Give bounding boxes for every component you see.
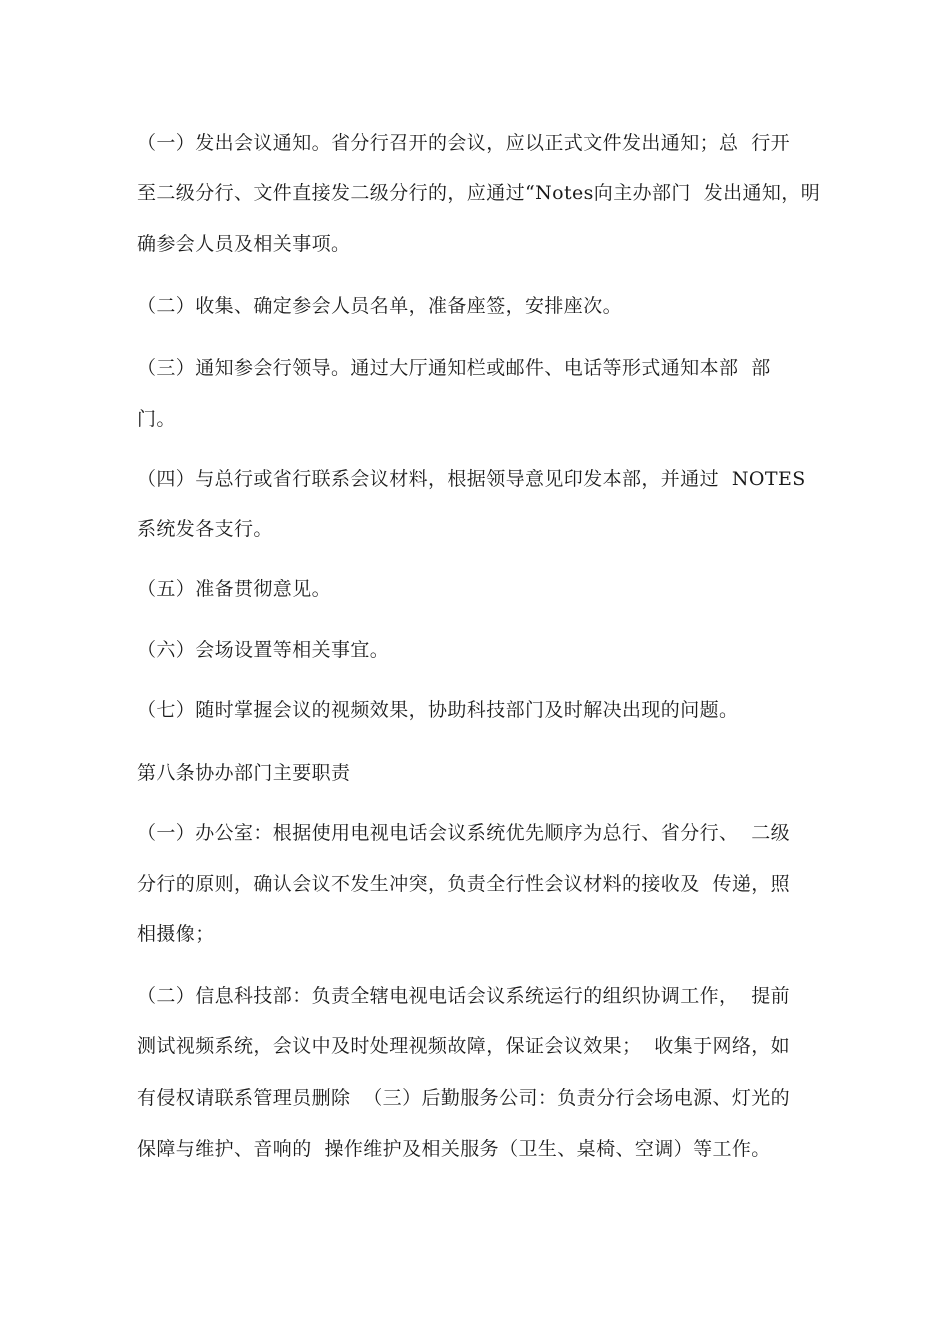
- text-line: 相摄像；: [137, 923, 215, 945]
- text-line: （一）发出会议通知。省分行召开的会议，应以正式文件发出通知；总 行开: [137, 132, 791, 154]
- text-line: 系统发各支行。: [137, 518, 273, 540]
- text-line: （四）与总行或省行联系会议材料，根据领导意见印发本部，并通过 NOTES: [137, 468, 806, 490]
- text-line: （五）准备贯彻意见。: [137, 578, 332, 600]
- text-line: （二）收集、确定参会人员名单，准备座签，安排座次。: [137, 295, 623, 317]
- text-line: （七）随时掌握会议的视频效果，协助科技部门及时解决出现的问题。: [137, 699, 739, 721]
- text-line: 分行的原则，确认会议不发生冲突，负责全行性会议材料的接收及 传递，照: [137, 873, 791, 895]
- text-line: 门。: [137, 408, 176, 430]
- text-line: 至二级分行、文件直接发二级分行的，应通过“Notes向主办部门 发出通知，明: [137, 182, 821, 204]
- text-line: （三）通知参会行领导。通过大厅通知栏或邮件、电话等形式通知本部 部: [137, 357, 771, 379]
- text-line: （六）会场设置等相关事宜。: [137, 639, 390, 661]
- text-line: 确参会人员及相关事项。: [137, 233, 351, 255]
- text-line: （二）信息科技部：负责全辖电视电话会议系统运行的组织协调工作， 提前: [137, 985, 791, 1007]
- section-heading: 第八条协办部门主要职责: [137, 762, 351, 784]
- text-line: 有侵权请联系管理员删除 （三）后勤服务公司：负责分行会场电源、灯光的: [137, 1087, 791, 1109]
- text-line: 保障与维护、音响的 操作维护及相关服务（卫生、桌椅、空调）等工作。: [137, 1138, 771, 1160]
- text-line: （一）办公室：根据使用电视电话会议系统优先顺序为总行、省分行、 二级: [137, 822, 791, 844]
- text-line: 测试视频系统，会议中及时处理视频故障，保证会议效果； 收集于网络，如: [137, 1035, 791, 1057]
